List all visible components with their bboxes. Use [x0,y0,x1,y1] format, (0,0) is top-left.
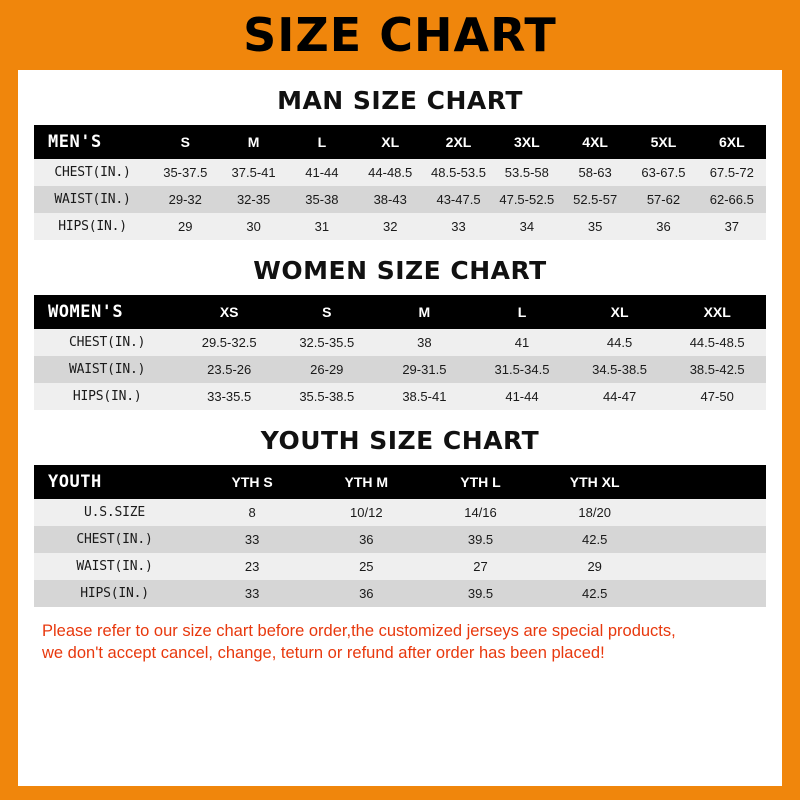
men-size-section [34,86,766,240]
table-cell: 38-43 [356,186,424,213]
table-cell: 27 [423,553,537,580]
page-title: SIZE CHART [243,8,557,62]
table-cell-empty [652,553,766,580]
table-cell: 39.5 [423,526,537,553]
row-label: HIPS(IN.) [34,213,151,240]
row-label: CHEST(IN.) [34,329,180,356]
table-header-row [34,125,766,159]
table-cell: 35 [561,213,629,240]
table-row [34,186,766,213]
table-cell: 34.5-38.5 [571,356,669,383]
women-section-title: WOMEN SIZE CHART [253,256,547,285]
men-header-cell: XL [356,125,424,159]
table-cell: 44-48.5 [356,159,424,186]
table-cell: 33 [195,526,309,553]
women-header-cell: XS [180,295,278,329]
table-cell: 53.5-58 [493,159,561,186]
chart-content [18,86,782,665]
table-cell: 18/20 [538,499,652,526]
table-cell: 62-66.5 [698,186,766,213]
youth-section-title: YOUTH SIZE CHART [260,426,540,455]
table-cell: 36 [629,213,697,240]
men-header-cell: 3XL [493,125,561,159]
table-row [34,383,766,410]
table-cell: 29-31.5 [376,356,474,383]
order-policy-notice [34,621,766,665]
table-cell: 52.5-57 [561,186,629,213]
header-banner [0,0,800,70]
table-cell: 67.5-72 [698,159,766,186]
women-header-cell: S [278,295,376,329]
women-header-cell: XXL [668,295,766,329]
men-header-cell: L [288,125,356,159]
table-row [34,499,766,526]
table-cell: 42.5 [538,580,652,607]
table-cell: 32 [356,213,424,240]
women-header-cell: M [376,295,474,329]
table-cell: 10/12 [309,499,423,526]
men-header-cell: MEN'S [34,125,151,159]
table-header-row [34,295,766,329]
row-label: HIPS(IN.) [34,383,180,410]
row-label: CHEST(IN.) [34,159,151,186]
table-cell: 38.5-41 [376,383,474,410]
table-cell: 48.5-53.5 [424,159,492,186]
table-row [34,329,766,356]
youth-table-body [34,499,766,607]
table-cell: 14/16 [423,499,537,526]
table-cell: 32-35 [219,186,287,213]
table-cell: 26-29 [278,356,376,383]
table-cell: 25 [309,553,423,580]
table-row [34,356,766,383]
table-cell-empty [652,526,766,553]
table-cell: 31.5-34.5 [473,356,571,383]
table-cell: 33-35.5 [180,383,278,410]
row-label: U.S.SIZE [34,499,195,526]
youth-header-cell-empty [652,465,766,499]
table-cell: 44.5-48.5 [668,329,766,356]
table-cell: 44.5 [571,329,669,356]
table-cell: 34 [493,213,561,240]
table-cell: 44-47 [571,383,669,410]
table-cell: 41 [473,329,571,356]
women-size-section [34,256,766,410]
table-row [34,526,766,553]
table-cell: 41-44 [473,383,571,410]
table-cell-empty [652,580,766,607]
row-label: WAIST(IN.) [34,356,180,383]
youth-header-cell: YTH XL [538,465,652,499]
youth-header-cell: YTH M [309,465,423,499]
table-row [34,159,766,186]
table-row [34,213,766,240]
table-cell: 57-62 [629,186,697,213]
table-cell: 29 [538,553,652,580]
table-cell: 39.5 [423,580,537,607]
table-cell: 29 [151,213,219,240]
women-table-head [34,295,766,329]
table-cell: 47-50 [668,383,766,410]
table-cell: 47.5-52.5 [493,186,561,213]
men-header-cell: 4XL [561,125,629,159]
table-cell: 23.5-26 [180,356,278,383]
men-section-title: MAN SIZE CHART [277,86,523,115]
table-cell: 32.5-35.5 [278,329,376,356]
row-label: HIPS(IN.) [34,580,195,607]
row-label: WAIST(IN.) [34,186,151,213]
table-cell: 8 [195,499,309,526]
notice-line-1: Please refer to our size chart before order,the customized jerseys are special products, [42,622,676,640]
table-cell: 43-47.5 [424,186,492,213]
table-cell: 35.5-38.5 [278,383,376,410]
youth-size-section [34,426,766,607]
men-header-cell: 6XL [698,125,766,159]
youth-header-cell: YTH S [195,465,309,499]
youth-table-head [34,465,766,499]
men-header-cell: S [151,125,219,159]
table-cell: 33 [195,580,309,607]
women-header-cell: XL [571,295,669,329]
men-header-cell: 2XL [424,125,492,159]
table-cell: 38 [376,329,474,356]
table-cell-empty [652,499,766,526]
men-header-cell: M [219,125,287,159]
table-cell: 29.5-32.5 [180,329,278,356]
table-cell: 38.5-42.5 [668,356,766,383]
table-cell: 36 [309,580,423,607]
table-row [34,580,766,607]
table-cell: 41-44 [288,159,356,186]
youth-size-table [34,465,766,607]
table-header-row [34,465,766,499]
women-table-body [34,329,766,410]
table-cell: 35-38 [288,186,356,213]
row-label: WAIST(IN.) [34,553,195,580]
women-size-table [34,295,766,410]
footer-banner [0,786,800,800]
table-cell: 37.5-41 [219,159,287,186]
row-label: CHEST(IN.) [34,526,195,553]
table-cell: 29-32 [151,186,219,213]
table-cell: 37 [698,213,766,240]
table-cell: 30 [219,213,287,240]
youth-header-cell: YTH L [423,465,537,499]
table-cell: 42.5 [538,526,652,553]
men-table-body [34,159,766,240]
table-cell: 58-63 [561,159,629,186]
women-header-cell: WOMEN'S [34,295,180,329]
notice-line-2: we don't accept cancel, change, teturn or refund after order has been placed! [42,643,605,662]
table-cell: 36 [309,526,423,553]
table-cell: 33 [424,213,492,240]
men-size-table [34,125,766,240]
table-cell: 31 [288,213,356,240]
men-table-head [34,125,766,159]
table-row [34,553,766,580]
table-cell: 63-67.5 [629,159,697,186]
table-cell: 35-37.5 [151,159,219,186]
youth-header-cell: YOUTH [34,465,195,499]
women-header-cell: L [473,295,571,329]
men-header-cell: 5XL [629,125,697,159]
table-cell: 23 [195,553,309,580]
